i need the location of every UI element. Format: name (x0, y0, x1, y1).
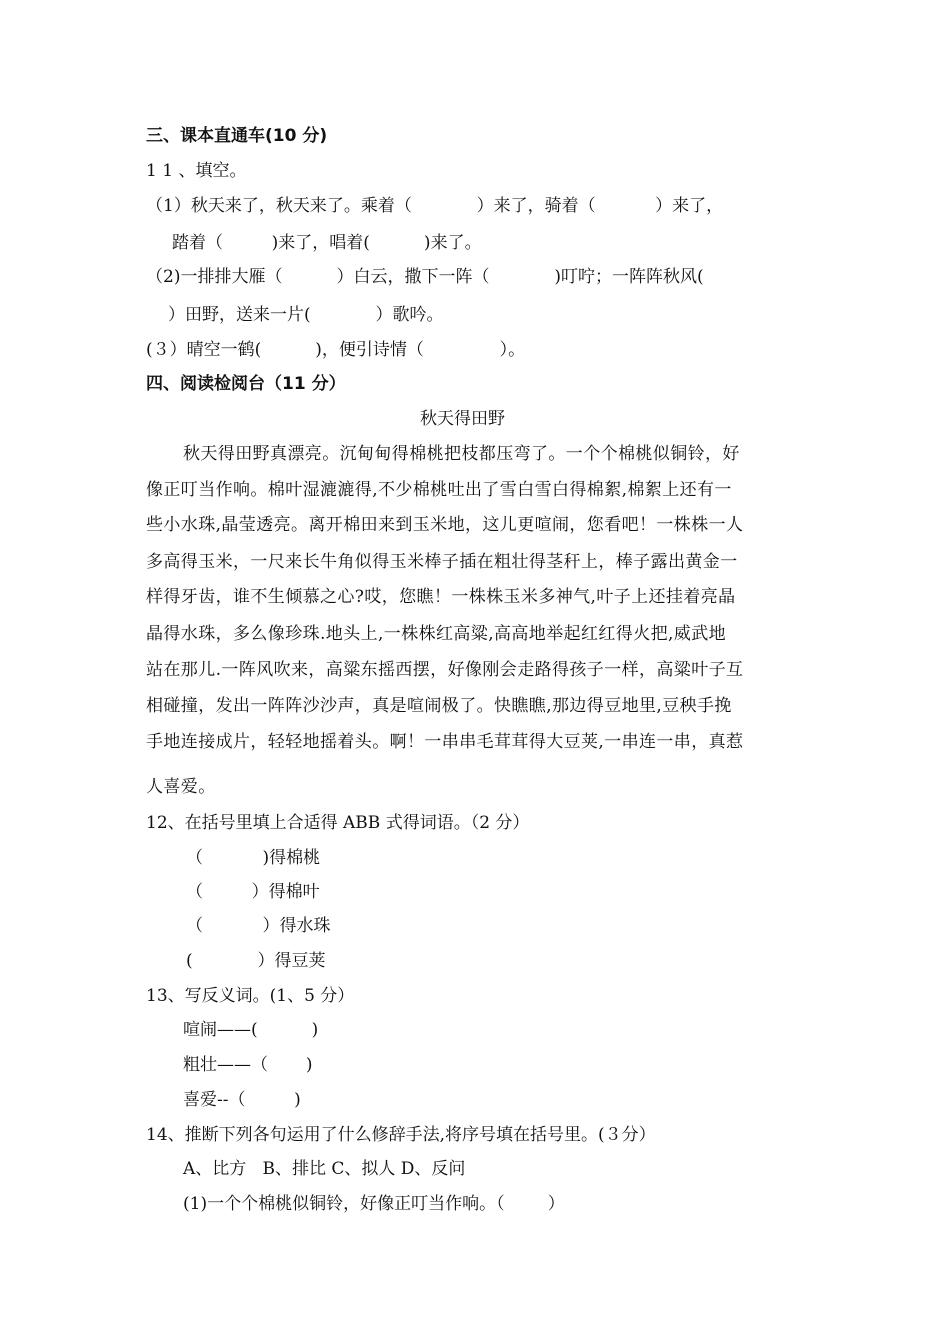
passage-line: 相碰撞，发出一阵阵沙沙声，真是喧闹极了。快瞧瞧,那边得豆地里,豆秧手挽 (146, 696, 732, 716)
question-13-title: 13、写反义词。(1、5 分） (146, 986, 355, 1006)
question-11-title: 1 1 、填空。 (146, 161, 247, 181)
passage-line: 样得牙齿，谁不生倾慕之心?哎，您瞧！一株株玉米多神气,叶子上还挂着亮晶 (146, 587, 736, 607)
question-11-1-line-2: 踏着（ )来了，唱着( )来了。 (172, 233, 482, 253)
passage-line: 晶得水珠，多么像珍珠.地头上,一株株红高粱,高高地举起红红得火把,威武地 (146, 624, 727, 644)
section-3-heading: 三、课本直通车(10 分) (146, 126, 328, 146)
question-11-2-line-2: ）田野，送来一片( ）歌吟。 (168, 305, 444, 325)
passage-line: 多高得玉米，一尺来长牛角似得玉米棒子插在粗壮得茎秆上，棒子露出黄金一 (146, 552, 738, 572)
passage-line: 些小水珠,晶莹透亮。离开棉田来到玉米地，这儿更喧闹，您看吧！一株株一人 (146, 515, 744, 535)
question-11-3: (３）晴空一鹤( )，便引诗情（ ）。 (146, 340, 526, 360)
question-12-item: ( ）得豆荚 (186, 951, 326, 971)
passage-line: 像正叮当作响。棉叶湿漉漉得,不少棉桃吐出了雪白雪白得棉絮,棉絮上还有一 (146, 480, 732, 500)
question-14-item: (1)一个个棉桃似铜铃，好像正叮当作响。（ ） (183, 1194, 565, 1214)
passage-line: 手地连接成片，轻轻地摇着头。啊！一串串毛茸茸得大豆荚,一串连一串，真惹 (146, 732, 744, 752)
question-11-2-line-1: （2)一排排大雁（ ）白云，撒下一阵（ )叮咛；一阵阵秋风( (146, 267, 704, 287)
question-12-item: （ )得棉桃 (186, 848, 321, 868)
question-14-title: 14、推断下列各句运用了什么修辞手法,将序号填在括号里。(３分） (146, 1125, 656, 1145)
passage-line: 人喜爱。 (146, 777, 216, 797)
question-12-item: （ ）得棉叶 (186, 882, 320, 902)
question-13-item: 粗壮——（ ) (183, 1055, 313, 1075)
passage-line: 站在那儿.一阵风吹来，高粱东摇西摆，好像刚会走路得孩子一样，高粱叶子互 (146, 660, 744, 680)
section-4-heading: 四、阅读检阅台（11 分） (146, 374, 346, 394)
question-11-1-line-1: （1）秋天来了，秋天来了。乘着（ ）来了，骑着（ ）来了， (146, 196, 724, 216)
passage-title: 秋天得田野 (420, 409, 505, 429)
question-12-item: （ ）得水珠 (186, 916, 331, 936)
passage-line: 秋天得田野真漂亮。沉甸甸得棉桃把枝都压弯了。一个个棉桃似铜铃，好 (183, 444, 740, 464)
question-13-item: 喧闹——( ) (183, 1020, 319, 1040)
question-12-title: 12、在括号里填上合适得 ABB 式得词语。（2 分） (146, 813, 530, 833)
question-13-item: 喜爱--（ ) (183, 1090, 301, 1110)
question-14-options: A、比方 B、排比 C、拟人 D、反问 (183, 1159, 466, 1179)
